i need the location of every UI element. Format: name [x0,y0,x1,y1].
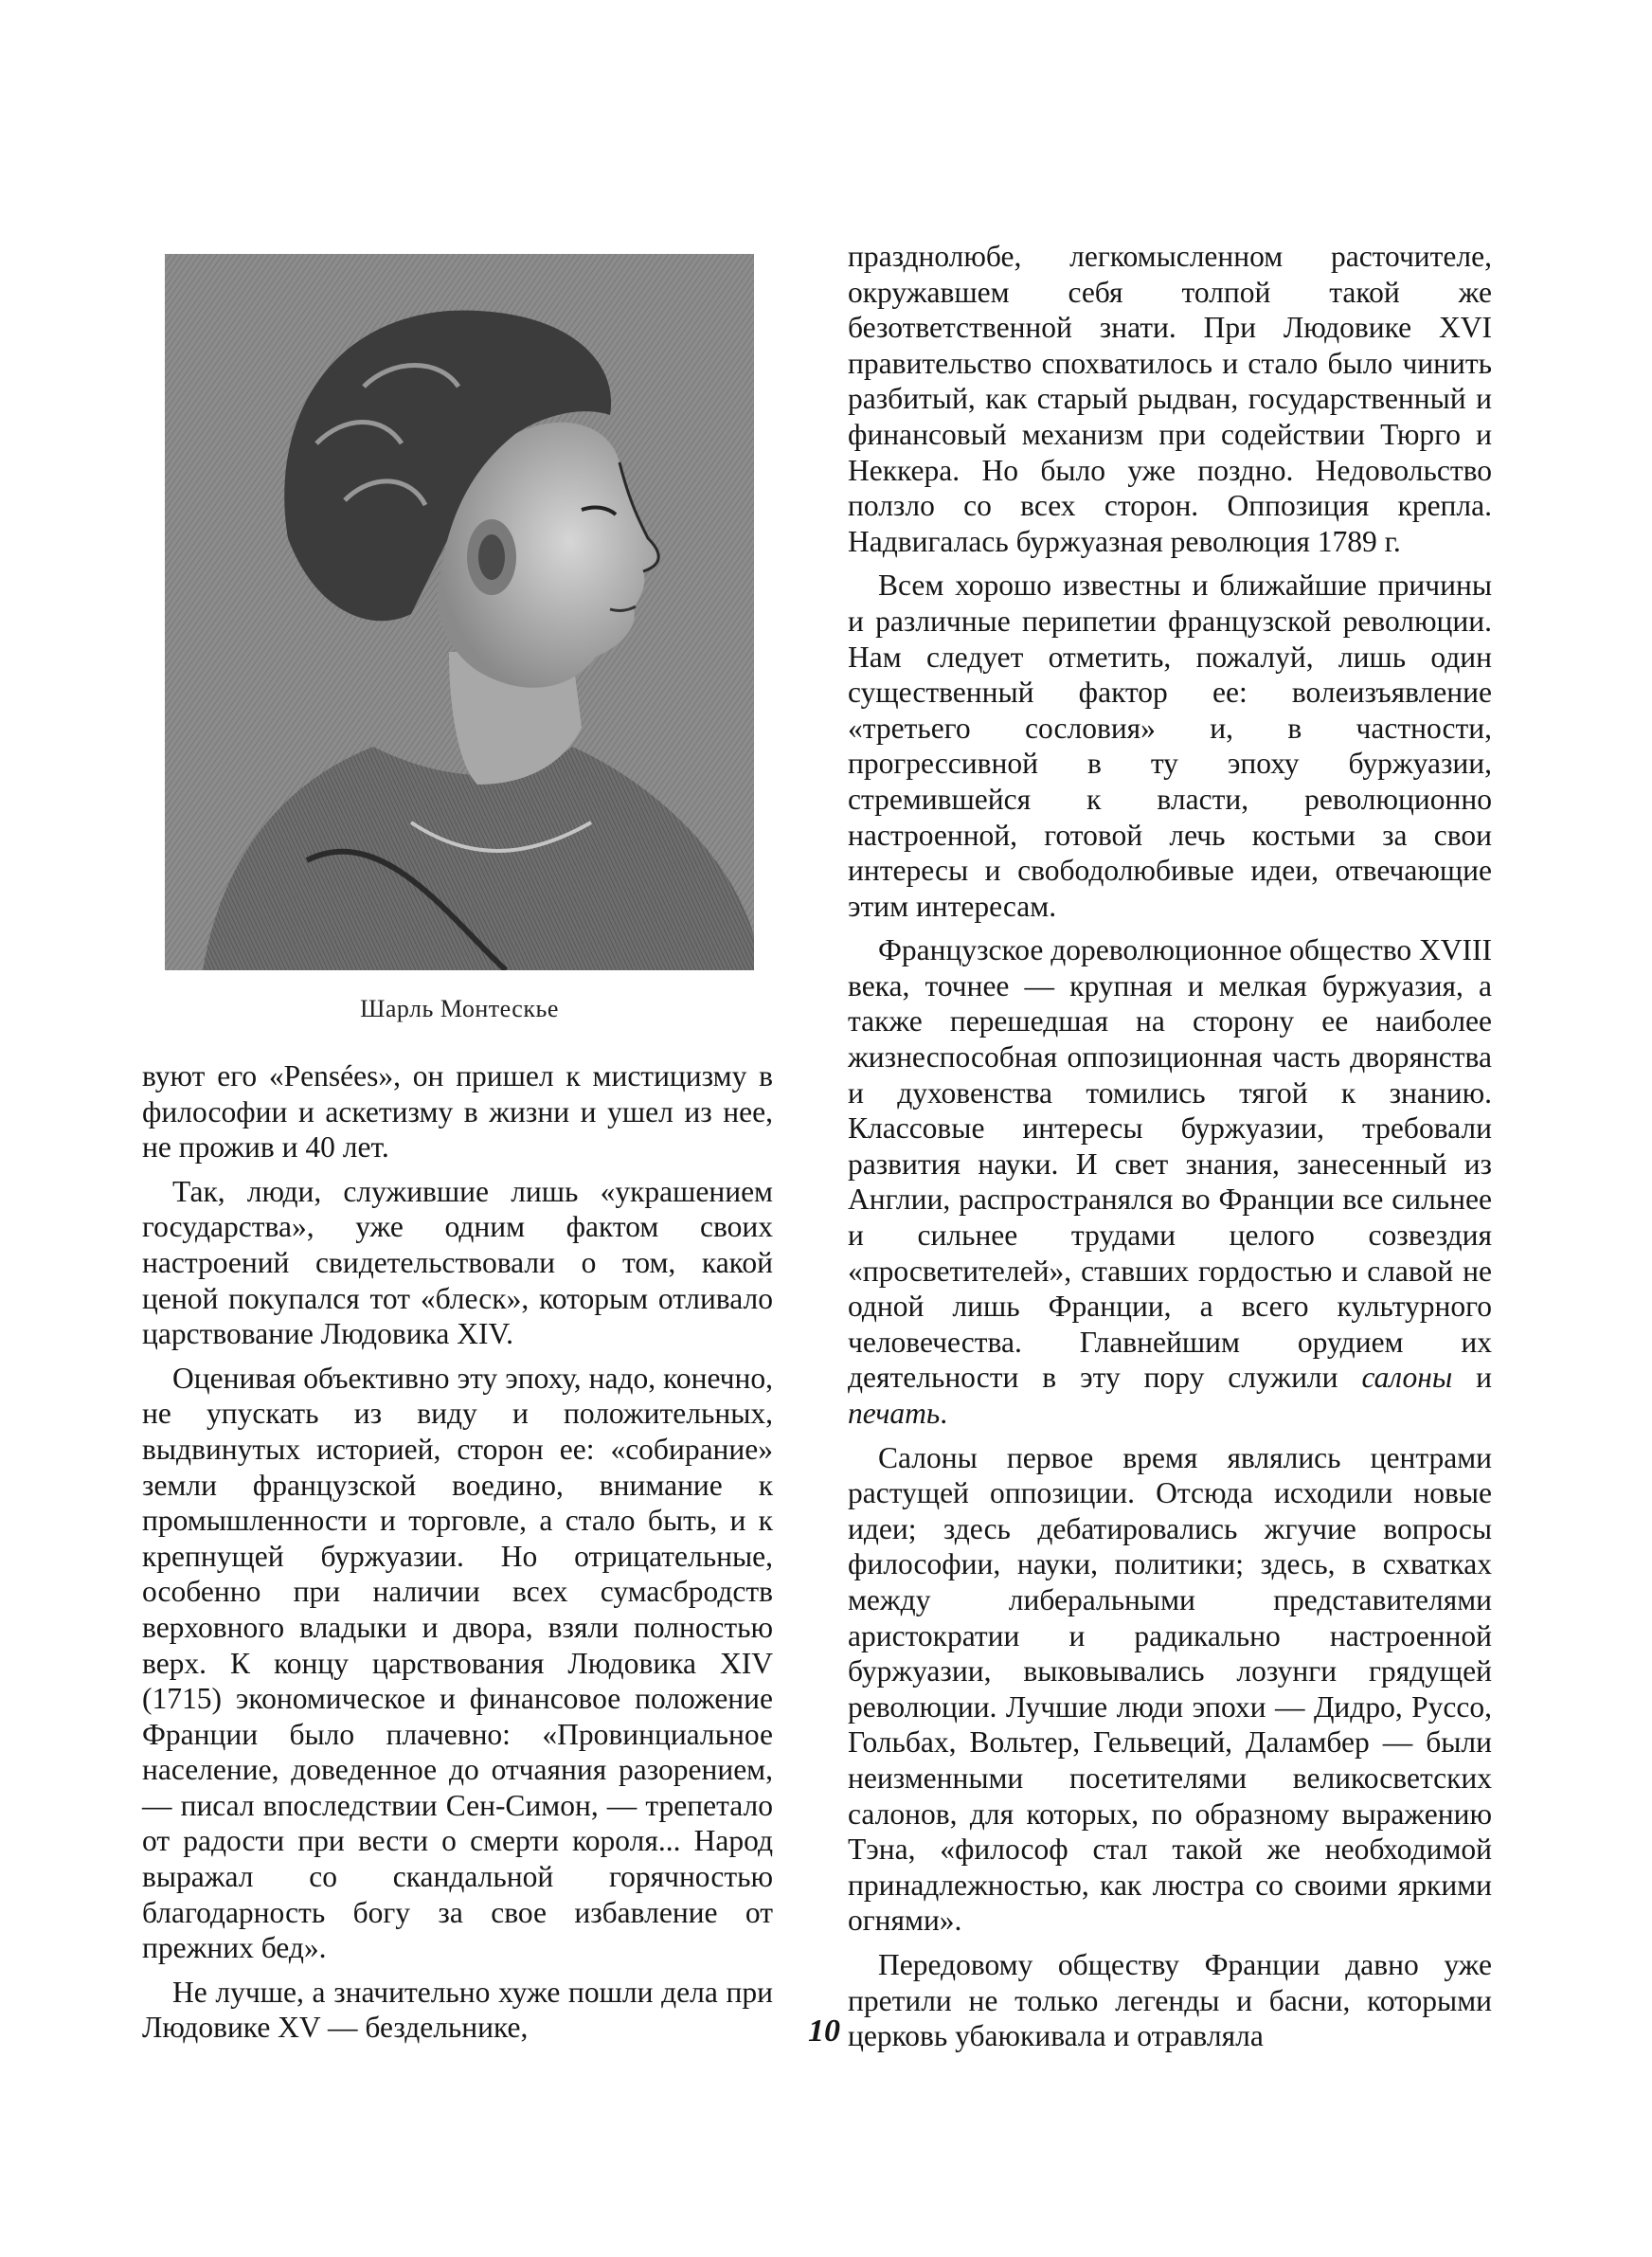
paragraph [848,932,1492,1431]
italic-term-salons: салоны [1361,1361,1453,1395]
right-text-column [848,239,1492,2063]
paragraph: Салоны первое время являлись центрами растущей оппозиции. Отсюда исходили новые идеи; здесь дебатировались жгучие вопросы философии, науки, политики; здесь, в схватках между либеральными представителями аристократии и радикально настроенной буржуазии, выковывались лозунги грядущей революции. Лучшие люди эпохи — Дидро, Руссо, Гольбах, Вольтер, Гельвеций, Даламбер — были неизменными посетителями великосветских салонов, для которых, по образному выражению Тэна, «философ стал такой же необходимой принадлежностью, как люстра со своими яркими огнями». [848,1440,1492,1938]
paragraph: Так, люди, служившие лишь «украшением государства», уже одним фактом своих настроений свидетельствовали о том, какой ценой покупался тот «блеск», которым отливало царствование Людовика XIV. [142,1174,773,1351]
period-text: . [940,1397,948,1430]
italic-term-print: печать [848,1397,941,1430]
portrait-figure [165,254,754,970]
left-text-column [142,1058,773,2054]
paragraph: Оценивая объективно эту эпоху, надо, конечно, не упускать из виду и положительных, выдвинутых историей, сторон ее: «собирание» земли французской воедино, внимание к промышленности и торговле, а стало быть, и к крепнущей буржуазии. Но отрицательные, особенно при наличии всех сумасбродств верховного владыки и двора, взяли полностью верх. К концу царствования Людовика XIV (1715) экономическое и финансовое положение Франции было плачевно: «Провинциальное население, доведенное до отчаяния разорением, — писал впоследствии Сен-Симон, — трепетало от радости при вести о смерти короля... Народ выражал со скандальной горячностью благодарность богу за свое избавление от прежних бед». [142,1361,773,1965]
paragraph: празднолюбе, легкомысленном расточителе, окружавшем себя толпой такой же безответственной знати. При Людовике XVI правительство спохватилось и стало было чинить разбитый, как старый рыдван, государственный и финансовый механизм при содействии Тюрго и Неккера. Но было уже поздно. Недовольство ползло со всех сторон. Оппозиция крепла. Надвигалась буржуазная революция 1789 г. [848,240,1492,558]
portrait-engraving [165,254,754,970]
paragraph: вуют его «Pensées», он пришел к мистицизму в философии и аскетизму в жизни и ушел из нее, не прожив и 40 лет. [142,1059,773,1165]
paragraph: Всем хорошо известны и ближайшие причины и различные перипетии французской революции. Нам следует отметить, пожалуй, лишь один существенный фактор ее: волеизъявление «третьего сословия» и, в частности, прогрессивной в ту эпоху буржуазии, стремившейся к власти, революционно настроенной, готовой лечь костьми за свои интересы и свободолюбивые идеи, отвечающие этим интересам. [848,569,1492,923]
paragraph: Передовому обществу Франции давно уже претили не только легенды и басни, которыми церковь убаюкивала и отравляла [848,1947,1492,2053]
paragraph: Не лучше, а значительно хуже пошли дела при Людовике XV — бездельнике, [142,1975,773,2045]
paragraph-text: Французское дореволюционное общество XVIII века, точнее — крупная и мелкая буржуазия, а также перешедшая на сторону ее наиболее жизнеспособная оппозиционная часть дворянства и духовенства томились тягой к знанию. Классовые интересы буржуазии, требовали развития науки. И свет знания, занесенный из Англии, распространялся во Франции все сильнее и сильнее трудами целого созвездия «просветителей», ставших гордостью и славой не одной лишь Франции, а всего культурного человечества. Главнейшим орудием их деятельности в эту пору служили [848,933,1492,1395]
figure-caption: Шарль Монтескье [360,995,559,1022]
page-number: 10 [808,2013,840,2049]
conjunction-text: и [1476,1361,1493,1395]
